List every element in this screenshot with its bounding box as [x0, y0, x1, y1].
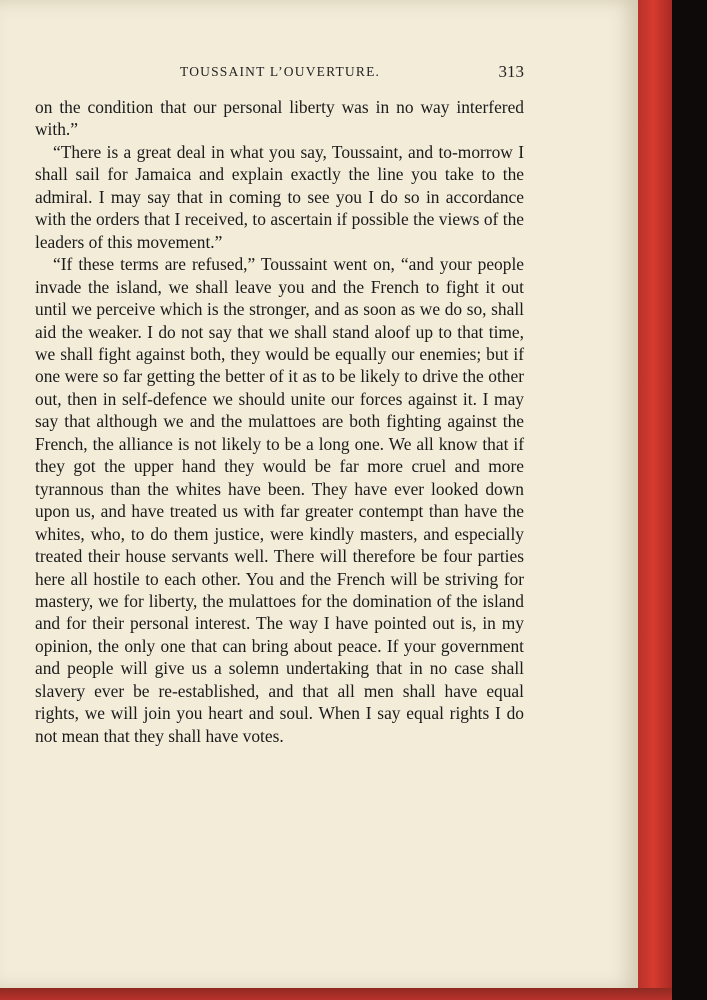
page-number: 313 — [498, 62, 524, 81]
running-header — [36, 62, 524, 86]
paragraph-continuation: on the condition that our personal liberty was in no way interfered with.” — [35, 97, 524, 140]
body-text — [35, 96, 524, 747]
paragraph-reply: “There is a great deal in what you say, Toussaint, and to-morrow I shall sail for Jamaica and explain exactly the line you take to the admiral. I may say that in coming to see you I do so in accordance with the orders that I received, to ascertain if possible the views of the leaders of this movement.” — [35, 141, 524, 252]
book-spine-shadow — [672, 0, 707, 1000]
running-title: TOUSSAINT L’OUVERTURE. — [180, 64, 381, 79]
bottom-page-edge — [0, 988, 672, 1000]
paragraph-toussaint-speech: “If these terms are refused,” Toussaint went on, “and your people invade the island, we shall leave you and the French to fight it out until we perceive which is the stronger, and as soon as we do so, shall aid the weaker. I do not say that we shall stand aloof up to that time, we shall fight against both, they would be equally our enemies; but if one were so far getting the better of it as to be likely to drive the other out, then in self-defence we should unite our forces against it. I may say that although we and the mulattoes are both fighting against the French, the alliance is not likely to be a long one. We all know that if they got the upper hand they would be far more cruel and more tyrannous than the whites have been. They have ever looked down upon us, and have treated us with far greater contempt than have the whites, who, to do them justice, were kindly masters, and especially treated their house servants well. There will therefore be four parties here all hostile to each other. You and the French will be striving for mastery, we for liberty, the mulattoes for the domination of the island and for their personal interest. The way I have pointed out is, in my opinion, the only one that can bring about peace. If your government and people will give us a solemn undertaking that in no case shall slavery ever be re-established, and that all men shall have equal rights, we will join you heart and soul. When I say equal rights I do not mean that they shall have votes. — [35, 254, 524, 746]
red-page-edge — [638, 0, 672, 1000]
